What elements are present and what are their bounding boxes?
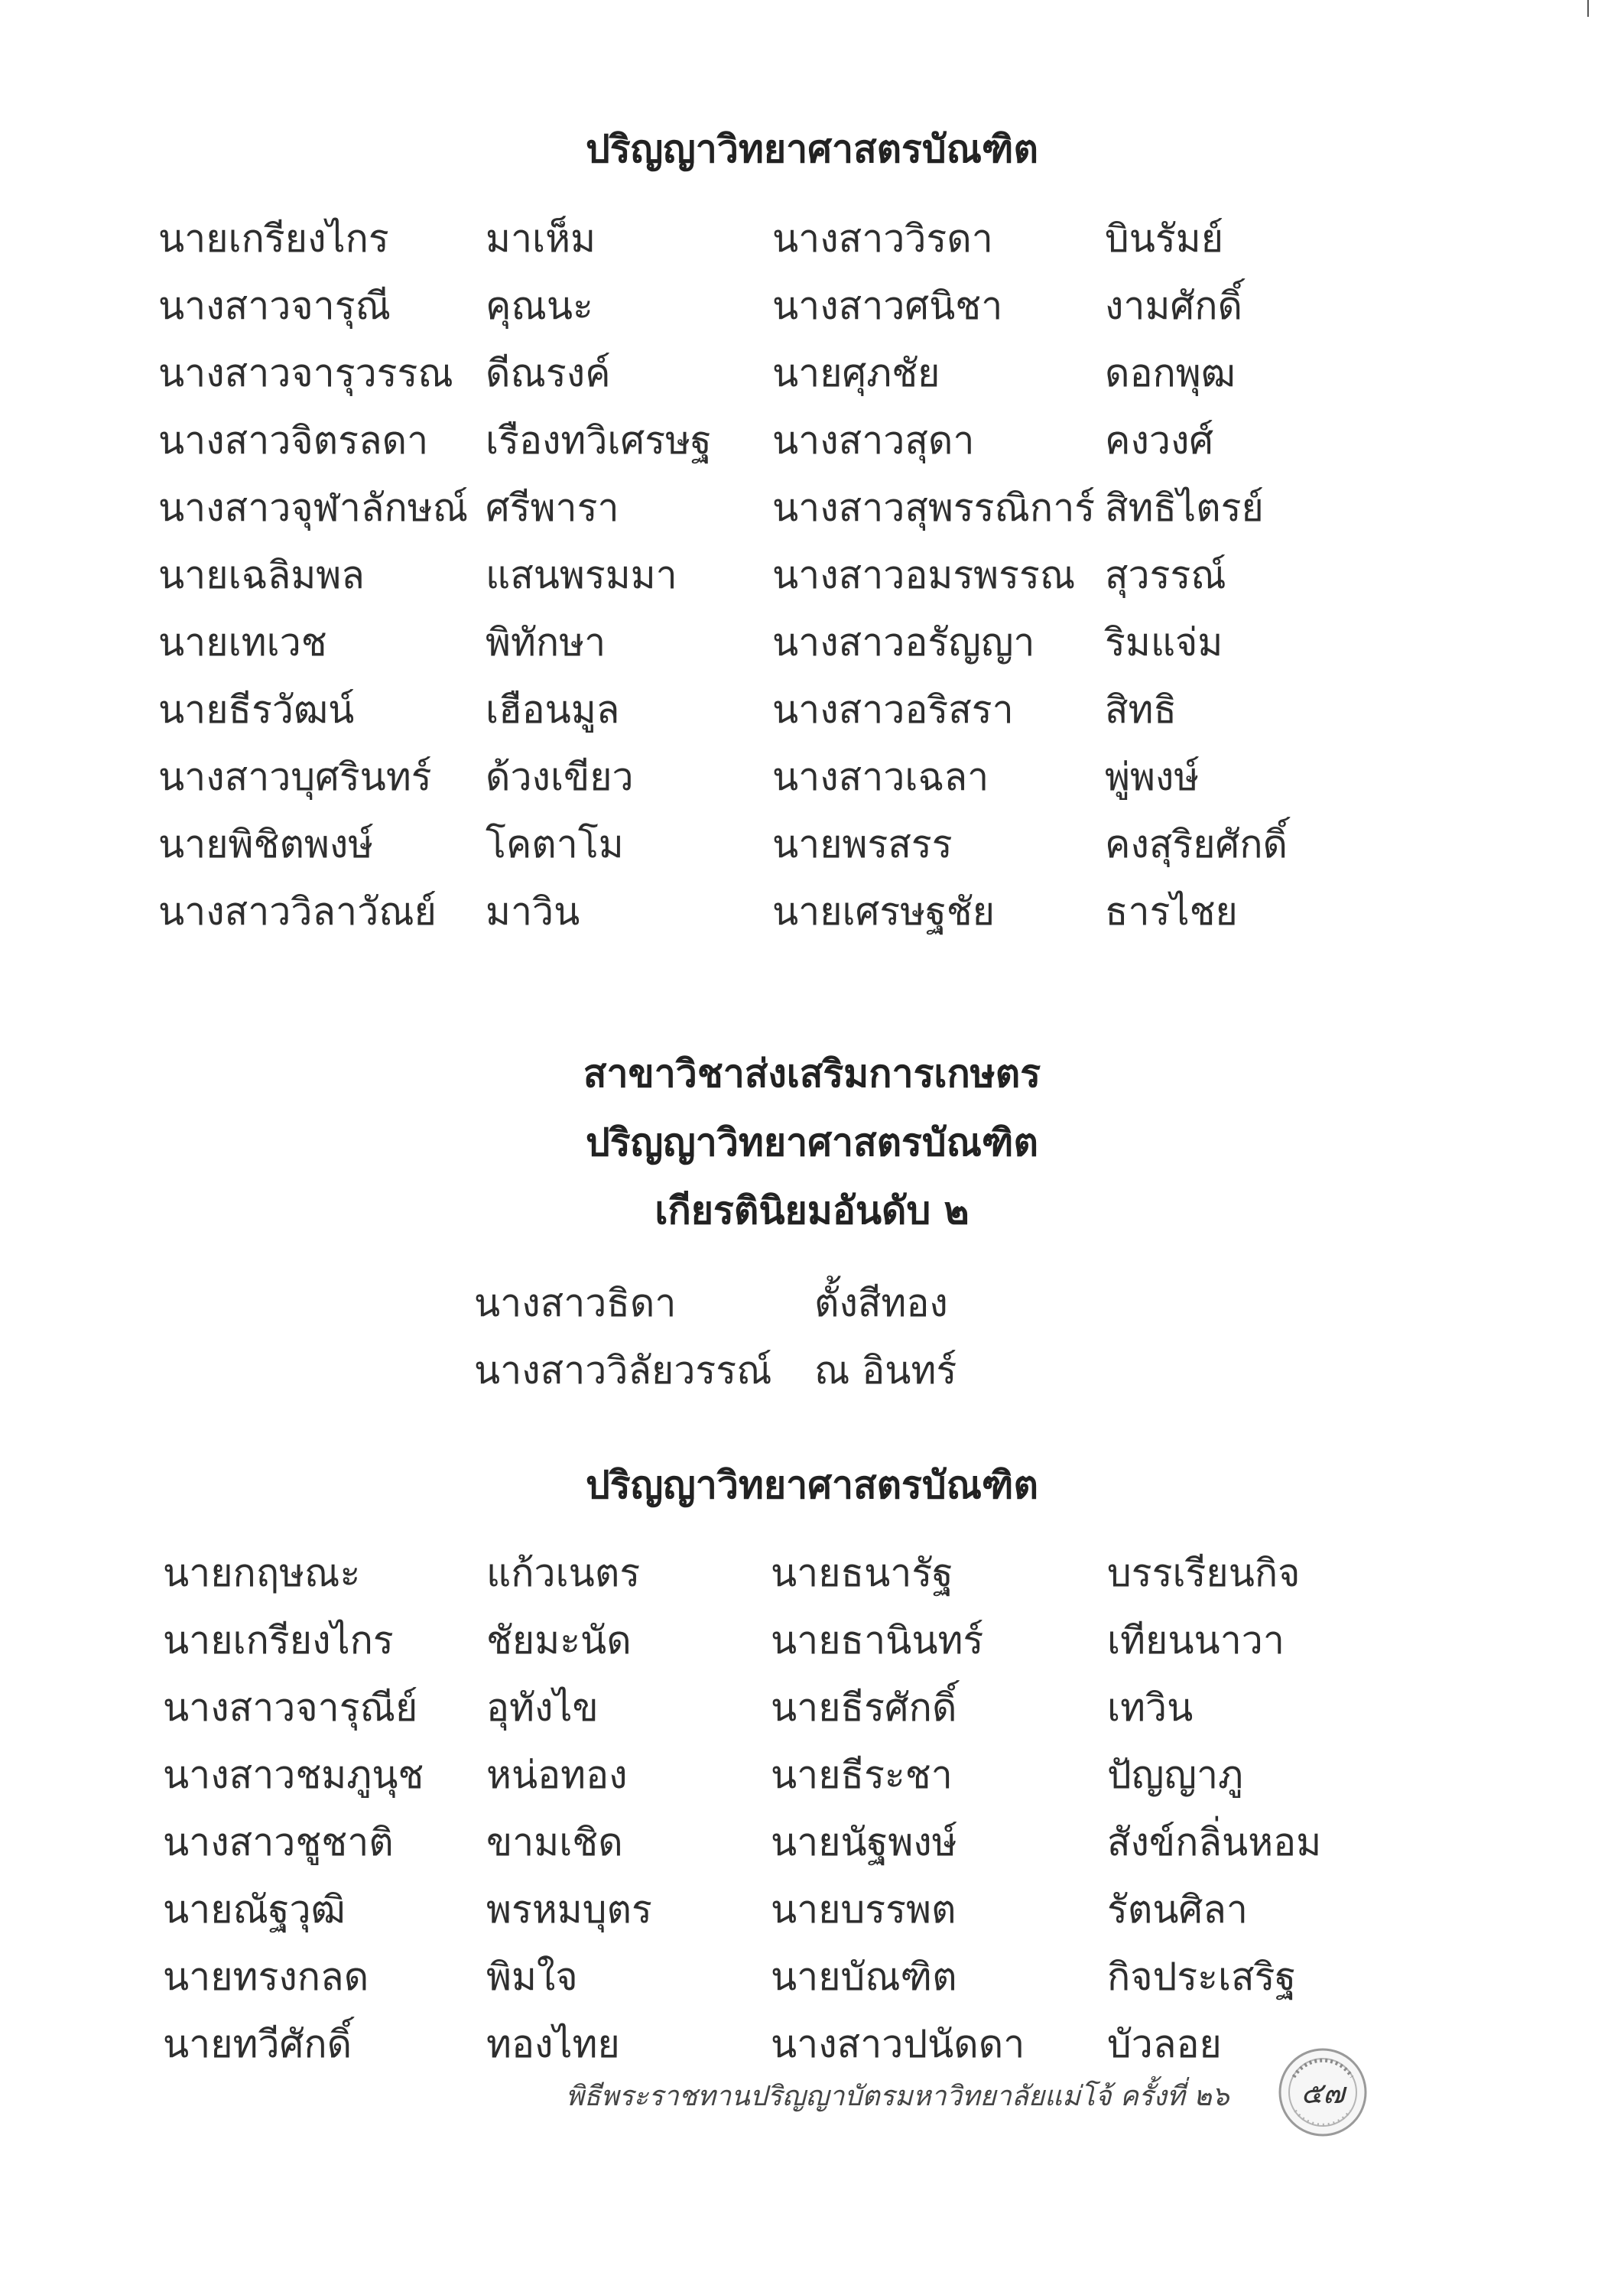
given-name: นายธีระชา <box>771 1752 953 1797</box>
university-seal <box>1277 2046 1369 2138</box>
surname: ขามเชิด <box>486 1819 623 1864</box>
name-row <box>158 541 1334 609</box>
surname: เทียนนาวา <box>1107 1617 1285 1663</box>
section1-name-table <box>158 205 1334 945</box>
surname: ปัญญาภู <box>1107 1752 1243 1797</box>
surname: แก้วเนตร <box>486 1550 641 1595</box>
given-name: นางสาวอรัญญา <box>772 619 1035 665</box>
surname: ด้วงเขียว <box>486 754 634 799</box>
name-row <box>158 811 1334 878</box>
name-row <box>163 1809 1352 1876</box>
given-name: นายเทเวช <box>158 619 327 665</box>
surname: พู่พงษ์ <box>1105 754 1200 799</box>
given-name: นายเกรียงไกร <box>158 216 389 261</box>
section2-major-heading: สาขาวิชาส่งเสริมการเกษตร <box>583 1051 1041 1096</box>
name-row <box>163 1943 1352 2010</box>
surname: อุทังไข <box>486 1685 599 1730</box>
given-name: นางสาวจารุณี <box>158 283 391 328</box>
surname: พิมใจ <box>486 1954 578 1999</box>
given-name: นางสาววิรดา <box>772 216 993 261</box>
page-number: ๕๗ <box>1301 2076 1345 2110</box>
given-name: นางสาวสุดา <box>772 418 975 463</box>
surname: บรรเรียนกิจ <box>1107 1550 1301 1595</box>
name-row <box>158 205 1334 272</box>
surname: งามศักดิ์ <box>1105 283 1242 328</box>
given-name: นางสาวบุศรินทร์ <box>158 754 432 799</box>
given-name: นายเฉลิมพล <box>158 552 365 597</box>
surname: คงวงศ์ <box>1105 418 1214 463</box>
surname: กิจประเสริฐ <box>1107 1954 1297 1999</box>
given-name: นางสาวอมรพรรณ <box>772 552 1076 597</box>
name-row <box>158 676 1334 743</box>
surname: ธารไชย <box>1105 889 1238 934</box>
surname: หน่อทอง <box>486 1752 628 1797</box>
surname: ริมแจ่ม <box>1105 619 1223 665</box>
given-name: นายธานินทร์ <box>771 1617 984 1663</box>
section2-name-table <box>474 1269 1097 1404</box>
name-row <box>163 1674 1352 1741</box>
surname: สังข์กลิ่นหอม <box>1107 1819 1322 1864</box>
surname: พิทักษา <box>486 619 606 665</box>
surname: ศรีพารา <box>486 485 619 530</box>
given-name: นางสาวจุฬาลักษณ์ <box>158 485 469 530</box>
given-name: นางสาวจารุวรรณ <box>158 350 453 395</box>
name-row <box>474 1269 1097 1337</box>
surname: คงสุริยศักดิ์ <box>1105 821 1288 866</box>
given-name: นายพิชิตพงษ์ <box>158 821 374 866</box>
given-name: นายนัฐพงษ์ <box>771 1819 957 1864</box>
surname: ตั้งสีทอง <box>814 1280 948 1325</box>
given-name: นางสาวอริสรา <box>772 687 1014 732</box>
surname: คุณนะ <box>486 283 593 328</box>
section3-heading: ปริญญาวิทยาศาสตรบัณฑิต <box>585 1463 1039 1507</box>
surname: ทองไทย <box>486 2021 620 2066</box>
given-name: นางสาวศนิชา <box>772 283 1003 328</box>
surname: สุวรรณ์ <box>1105 552 1226 597</box>
ceremony-footer-text: พิธีพระราชทานปริญญาบัตรมหาวิทยาลัยแม่โจ้ ครั้งที่ ๒๖ <box>566 2081 1229 2112</box>
surname: แสนพรมมา <box>486 552 677 597</box>
given-name: นายธนารัฐ <box>771 1550 953 1595</box>
surname: โคตาโม <box>486 821 624 866</box>
surname: ชัยมะนัด <box>486 1617 632 1663</box>
given-name: นางสาวจารุณีย์ <box>163 1685 418 1730</box>
name-row <box>158 272 1334 340</box>
given-name: นางสาวเฉลา <box>772 754 989 799</box>
surname: เฮือนมูล <box>486 687 620 732</box>
name-row <box>158 407 1334 474</box>
name-row <box>158 609 1334 676</box>
surname: สิทธิ <box>1105 687 1177 732</box>
name-row <box>163 1741 1352 1809</box>
university-seal-icon <box>1277 2046 1369 2138</box>
given-name: นางสาวจิตรลดา <box>158 418 429 463</box>
surname: เทวิน <box>1107 1685 1194 1730</box>
given-name: นายธีรศักดิ์ <box>771 1685 957 1730</box>
given-name: นางสาววิลาวัณย์ <box>158 889 437 934</box>
section3-name-table <box>163 1539 1352 2078</box>
given-name: นางสาวธิดา <box>474 1280 677 1325</box>
section2-degree-heading: ปริญญาวิทยาศาสตรบัณฑิต <box>585 1120 1039 1165</box>
section2-honors-heading: เกียรตินิยมอันดับ ๒ <box>654 1188 970 1233</box>
section1-heading: ปริญญาวิทยาศาสตรบัณฑิต <box>585 127 1039 171</box>
name-row <box>474 1337 1097 1404</box>
given-name: นายบรรพต <box>771 1887 957 1932</box>
name-row <box>163 2010 1352 2078</box>
surname: มาวิน <box>486 889 580 934</box>
surname: ดอกพุฒ <box>1105 350 1236 395</box>
name-row <box>163 1607 1352 1674</box>
given-name: นายธีรวัฒน์ <box>158 687 355 732</box>
given-name: นางสาวชูชาติ <box>163 1819 394 1864</box>
given-name: นายณัฐวุฒิ <box>163 1887 346 1932</box>
given-name: นางสาวสุพรรณิการ์ <box>772 485 1096 530</box>
surname: บัวลอย <box>1107 2021 1222 2066</box>
name-row <box>158 474 1334 541</box>
given-name: นายเกรียงไกร <box>163 1617 394 1663</box>
given-name: นายเศรษฐชัย <box>772 889 996 934</box>
surname: ดีณรงค์ <box>486 350 611 395</box>
surname: บินรัมย์ <box>1105 216 1224 261</box>
given-name: นายทรงกลด <box>163 1954 369 1999</box>
name-row <box>163 1539 1352 1607</box>
name-row <box>158 878 1334 945</box>
given-name: นายศุภชัย <box>772 350 940 395</box>
given-name: นายทวีศักดิ์ <box>163 2021 352 2066</box>
surname: มาเห็ม <box>486 216 596 261</box>
surname: พรหมบุตร <box>486 1887 652 1932</box>
surname: ณ อินทร์ <box>814 1347 957 1393</box>
given-name: นายบัณฑิต <box>771 1954 957 1999</box>
surname: สิทธิไตรย์ <box>1105 485 1264 530</box>
given-name: นายกฤษณะ <box>163 1550 361 1595</box>
given-name: นางสาวชมภูนุช <box>163 1752 424 1797</box>
name-row <box>158 743 1334 811</box>
given-name: นายพรสรร <box>772 821 953 866</box>
name-row <box>158 340 1334 407</box>
name-row <box>163 1876 1352 1943</box>
given-name: นางสาวปนัดดา <box>771 2021 1025 2066</box>
page-edge-mark <box>1587 0 1589 17</box>
surname: เรืองทวิเศรษฐ <box>486 418 712 463</box>
surname: รัตนศิลา <box>1107 1887 1248 1932</box>
given-name: นางสาววิลัยวรรณ์ <box>474 1347 772 1393</box>
